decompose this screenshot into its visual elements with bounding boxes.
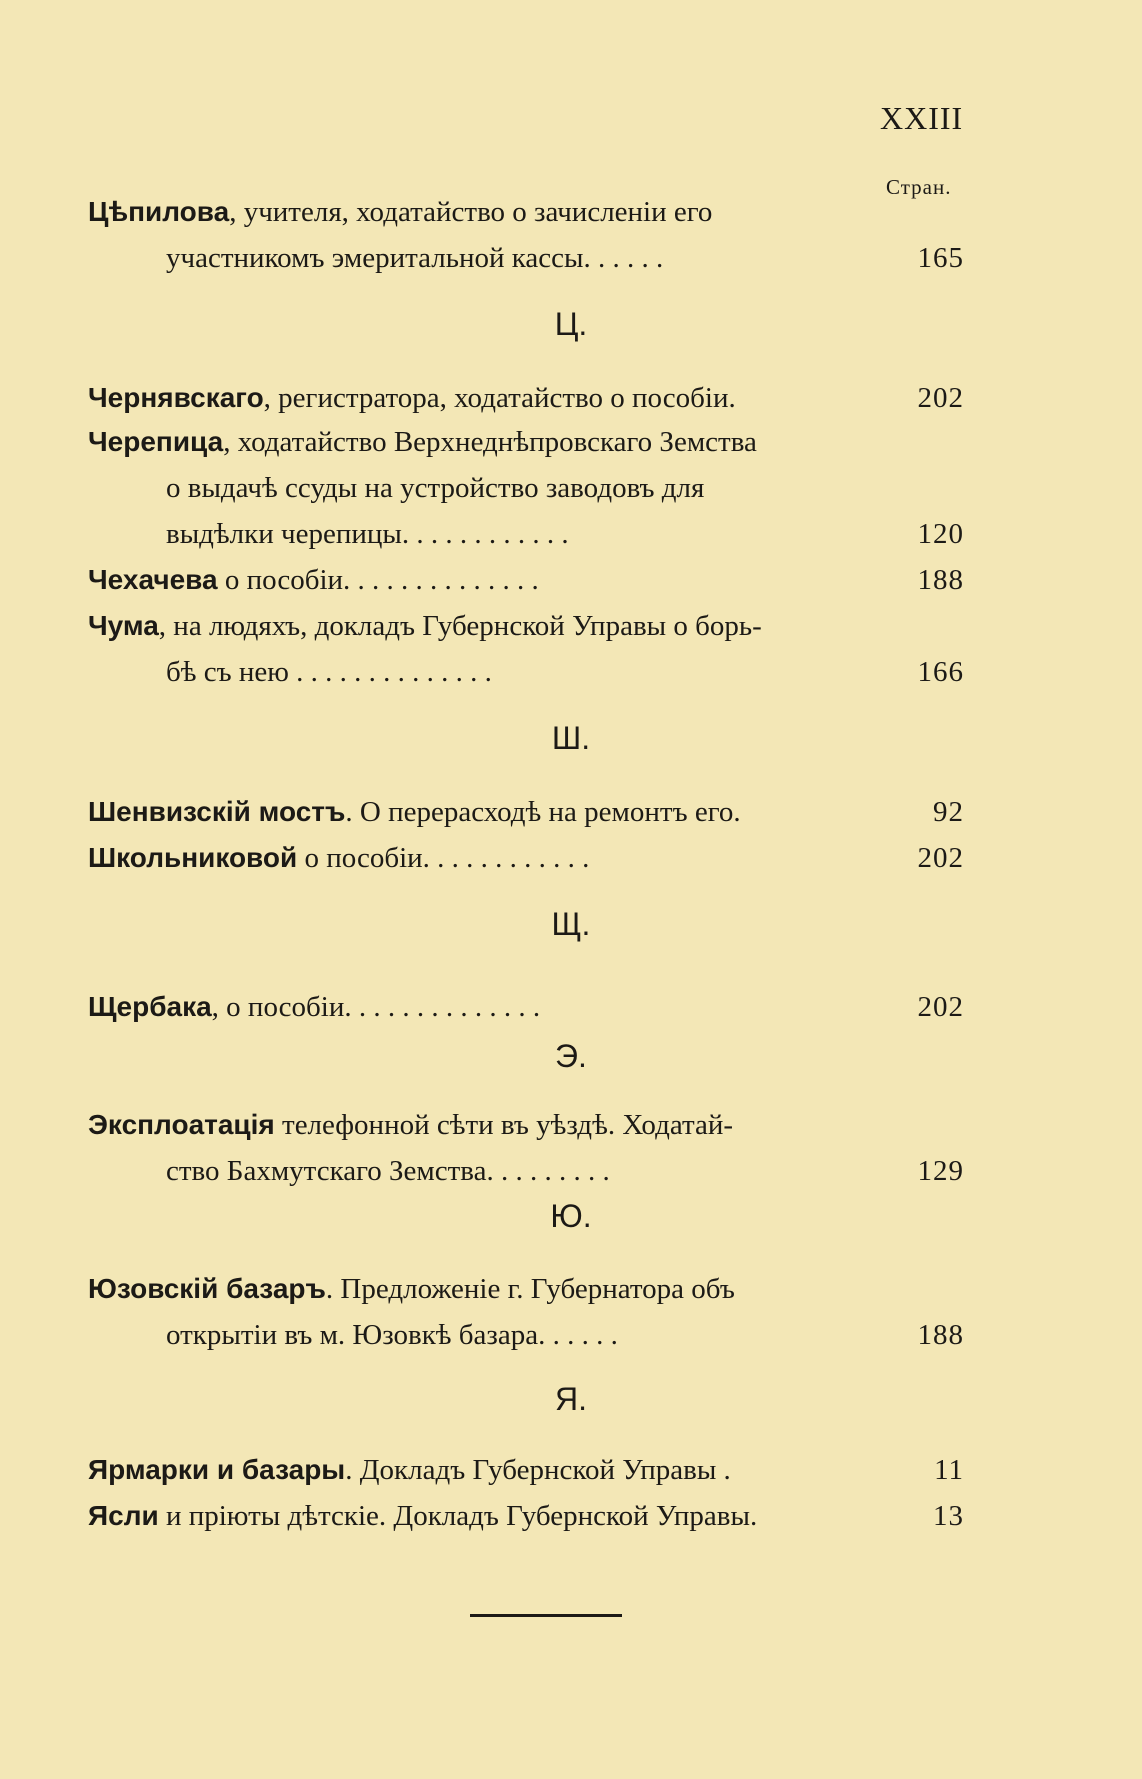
index-entry-line [0, 1313, 1142, 1357]
entry-text [88, 376, 736, 420]
entry-headword: Чума [88, 610, 159, 641]
index-entry-line [0, 1448, 1142, 1492]
entry-text [88, 604, 762, 648]
entry-page-number: 13 [933, 1500, 964, 1532]
entry-page-number: 202 [917, 382, 964, 414]
entry-text [166, 466, 704, 510]
entry-page-number: 92 [933, 796, 964, 828]
index-entry-line [0, 985, 1142, 1029]
index-entry-line [0, 512, 1142, 556]
entry-headword: Ясли [88, 1500, 159, 1531]
entry-description: . Предложеніе г. Губернатора объ [325, 1273, 735, 1305]
entry-text [88, 558, 539, 602]
entry-page-number: 129 [917, 1155, 964, 1187]
entry-description: бѣ съ нею . . . . . . . . . . . . . . [166, 656, 492, 688]
entry-page-number: 11 [934, 1454, 964, 1486]
entry-page-number: 166 [917, 656, 964, 688]
entry-headword: Эксплоатація [88, 1109, 275, 1140]
entry-text [166, 1313, 618, 1357]
entry-description: о пособіи. . . . . . . . . . . . . . [217, 564, 539, 596]
index-entry-line [0, 1494, 1142, 1538]
entry-description: , о пособіи. . . . . . . . . . . . . . [211, 991, 541, 1023]
section-letter: Ш. [551, 720, 591, 756]
entry-description: и пріюты дѣтскіе. Докладъ Губернской Управы. [158, 1500, 758, 1532]
entry-text [88, 1494, 757, 1538]
entry-description: . Докладъ Губернской Управы . [345, 1454, 731, 1486]
entry-description: участникомъ эмеритальной кассы. . . . . . [166, 242, 664, 274]
entry-description: о выдачѣ ссуды на устройство заводовъ для [166, 472, 705, 504]
page-column-header: Стран. [886, 175, 952, 199]
index-entry-line [0, 236, 1142, 280]
entry-text [88, 1267, 735, 1311]
index-entry-line [0, 1103, 1142, 1147]
entry-text [88, 836, 589, 880]
index-entry-line [0, 604, 1142, 648]
entry-description: открытіи въ м. Юзовкѣ базара. . . . . . [166, 1319, 618, 1351]
entry-headword: Щербака [88, 991, 212, 1022]
section-letter: Э. [555, 1038, 587, 1074]
entry-description: ство Бахмутскаго Земства. . . . . . . . . [166, 1155, 610, 1187]
entry-headword: Шенвизскій мостъ [88, 796, 346, 827]
entry-text [166, 512, 569, 556]
entry-page-number: 188 [917, 564, 964, 596]
index-entry-line [0, 466, 1142, 510]
index-entry-line [0, 650, 1142, 694]
entry-headword: Школьниковой [88, 842, 298, 873]
index-entry-line [0, 376, 1142, 420]
entry-headword: Юзовскій базаръ [88, 1273, 326, 1304]
entry-text [88, 190, 712, 234]
entry-page-number: 202 [917, 842, 964, 874]
entry-text [166, 650, 492, 694]
index-entry-line [0, 1267, 1142, 1311]
entry-headword: Ярмарки и базары [88, 1454, 346, 1485]
index-entry-line [0, 836, 1142, 880]
index-entry-line [0, 420, 1142, 464]
entry-text [88, 790, 741, 834]
entry-description: , на людяхъ, докладъ Губернской Управы о борь- [158, 610, 762, 642]
section-letter: Ю. [550, 1198, 592, 1234]
entry-description: , регистратора, ходатайство о пособіи. [263, 382, 736, 414]
entry-description: выдѣлки черепицы. . . . . . . . . . . . [166, 518, 569, 550]
index-entry-line [0, 190, 1142, 234]
page-number: XXIII [880, 100, 964, 136]
section-letter: Я. [555, 1381, 587, 1417]
entry-headword: Чехачева [88, 564, 218, 595]
entry-page-number: 120 [917, 518, 964, 550]
entry-headword: Черепица [88, 426, 224, 457]
entry-text [88, 1448, 731, 1492]
entry-text [166, 1149, 610, 1193]
entry-text [88, 1103, 733, 1147]
entry-page-number: 202 [917, 991, 964, 1023]
entry-text [88, 420, 757, 464]
entry-text [166, 236, 663, 280]
entry-description: , ходатайство Верхнеднѣпровскаго Земства [223, 426, 757, 458]
entry-description: , учителя, ходатайство о зачисленіи его [229, 196, 713, 228]
closing-rule [470, 1614, 622, 1617]
entry-description: телефонной сѣти въ уѣздѣ. Ходатай- [274, 1109, 734, 1141]
entry-page-number: 165 [917, 242, 964, 274]
index-entry-line [0, 558, 1142, 602]
section-letter: Ц. [554, 306, 588, 342]
entry-text [88, 985, 540, 1029]
index-entry-line [0, 790, 1142, 834]
entry-headword: Чернявскаго [88, 382, 264, 413]
entry-description: . О перерасходѣ на ремонтъ его. [345, 796, 741, 828]
entry-page-number: 188 [917, 1319, 964, 1351]
entry-description: о пособіи. . . . . . . . . . . . [297, 842, 590, 874]
entry-headword: Цѣпилова [88, 196, 230, 227]
index-entry-line [0, 1149, 1142, 1193]
section-letter: Щ. [551, 906, 591, 942]
